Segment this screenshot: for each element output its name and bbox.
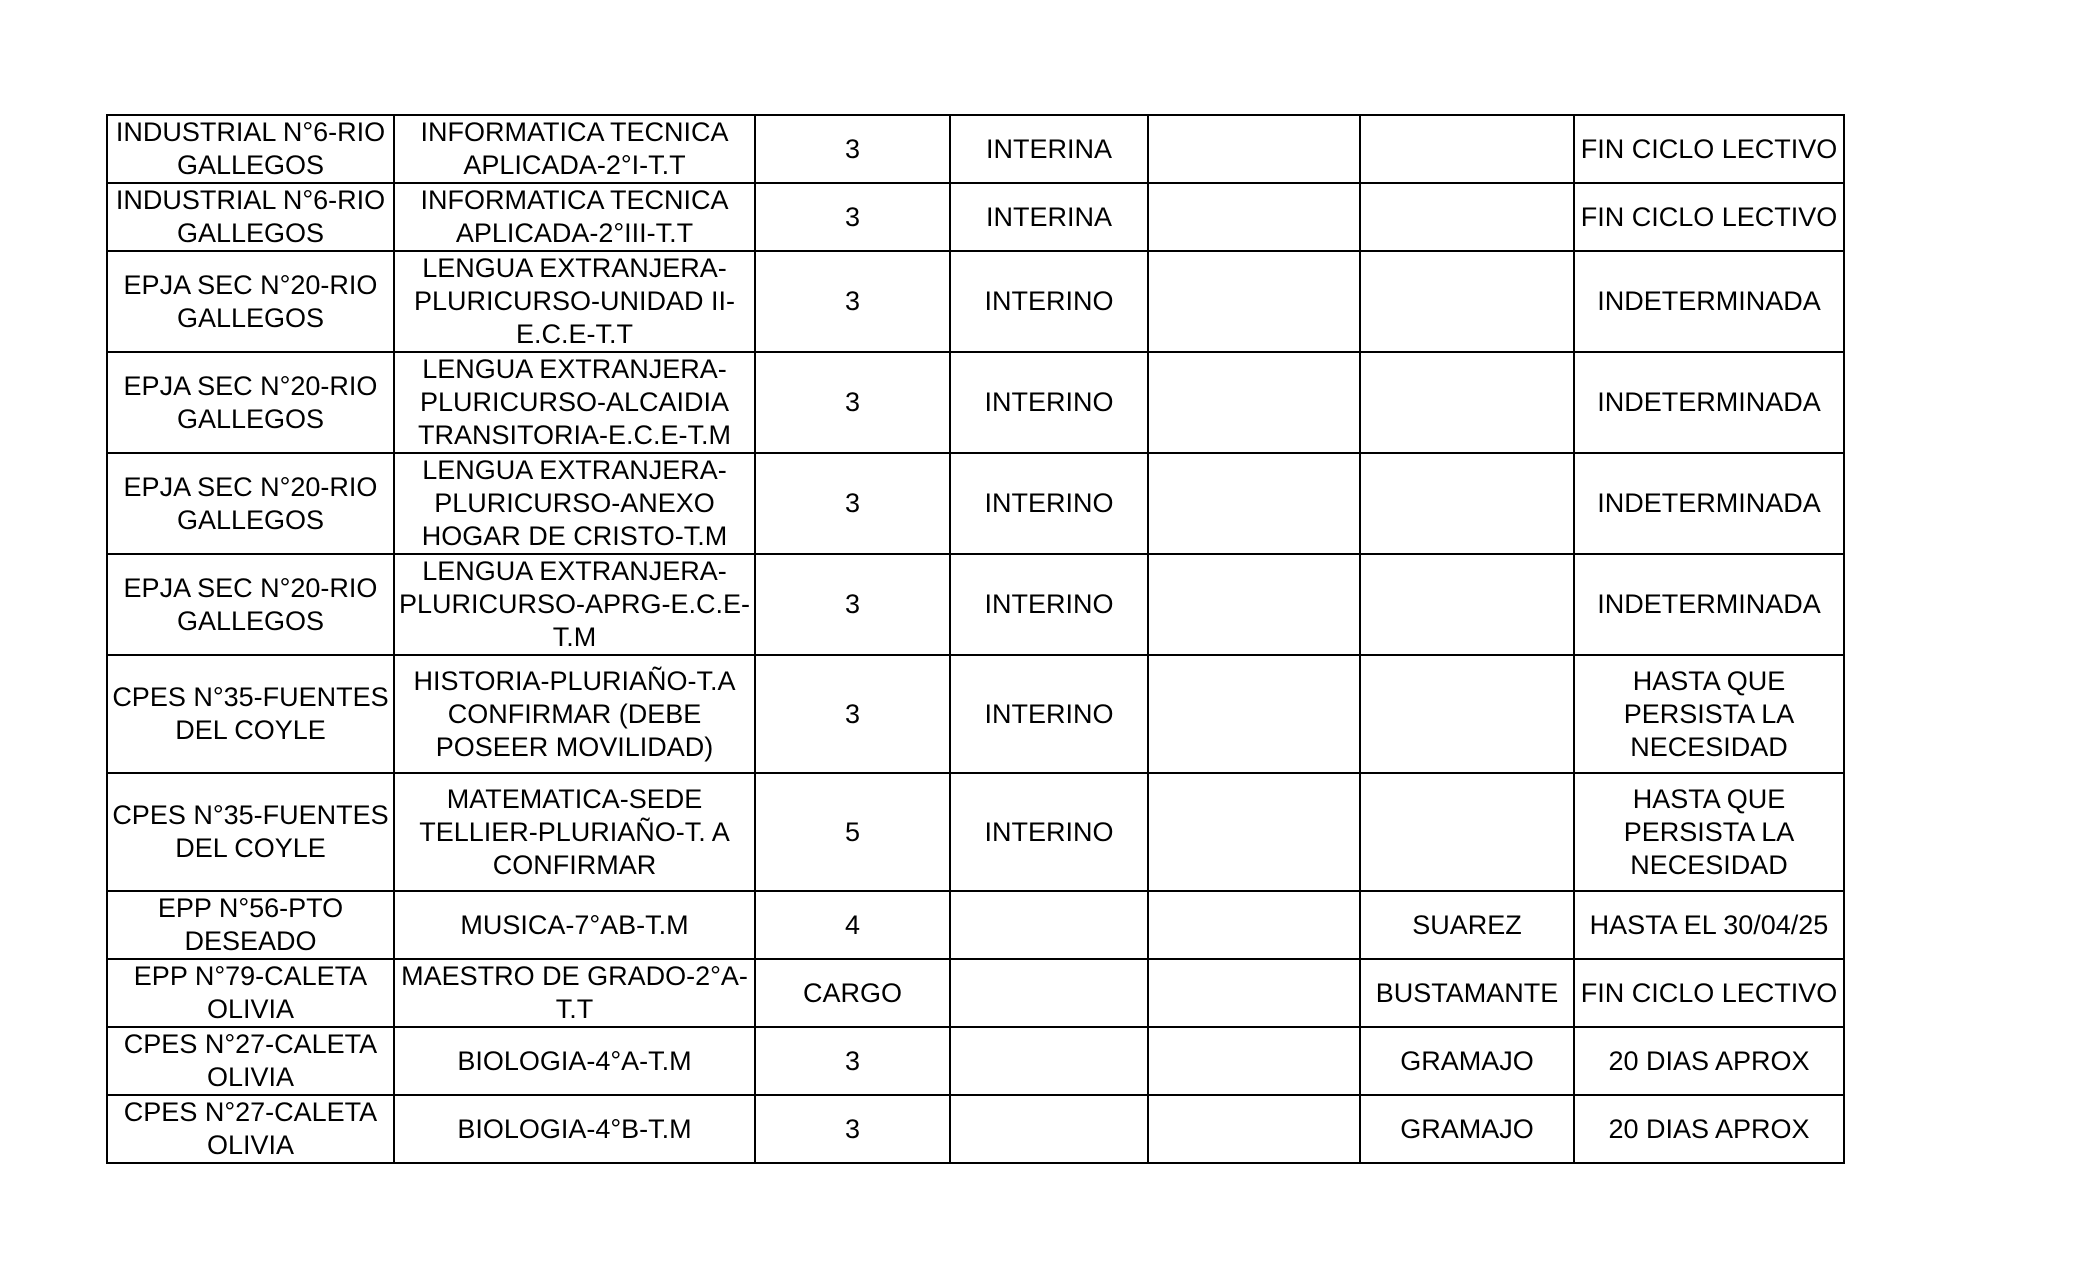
replaced-teacher-cell: SUAREZ xyxy=(1360,891,1574,959)
duration-cell: FIN CICLO LECTIVO xyxy=(1574,115,1844,183)
school-cell: INDUSTRIAL N°6-RIO GALLEGOS xyxy=(107,115,394,183)
blank-cell xyxy=(1148,251,1360,352)
table-row xyxy=(107,453,1844,554)
blank-cell xyxy=(1148,1027,1360,1095)
replaced-teacher-cell xyxy=(1360,115,1574,183)
subject-cell: HISTORIA-PLURIAÑO-T.A CONFIRMAR (DEBE POSEER MOVILIDAD) xyxy=(394,655,755,773)
hours-cell: 3 xyxy=(755,453,950,554)
school-cell: EPJA SEC N°20-RIO GALLEGOS xyxy=(107,453,394,554)
replaced-teacher-cell: BUSTAMANTE xyxy=(1360,959,1574,1027)
school-cell: CPES N°35-FUENTES DEL COYLE xyxy=(107,773,394,891)
subject-cell: BIOLOGIA-4°A-T.M xyxy=(394,1027,755,1095)
replaced-teacher-cell xyxy=(1360,251,1574,352)
hours-cell: 3 xyxy=(755,251,950,352)
blank-cell xyxy=(1148,655,1360,773)
hours-cell: 3 xyxy=(755,115,950,183)
school-cell: CPES N°27-CALETA OLIVIA xyxy=(107,1027,394,1095)
hours-cell: CARGO xyxy=(755,959,950,1027)
school-cell: EPP N°79-CALETA OLIVIA xyxy=(107,959,394,1027)
table-body xyxy=(107,115,1844,1163)
replaced-teacher-cell: GRAMAJO xyxy=(1360,1095,1574,1163)
hours-cell: 5 xyxy=(755,773,950,891)
school-cell: INDUSTRIAL N°6-RIO GALLEGOS xyxy=(107,183,394,251)
table-row xyxy=(107,115,1844,183)
blank-cell xyxy=(1148,959,1360,1027)
status-cell: INTERINA xyxy=(950,115,1148,183)
replaced-teacher-cell xyxy=(1360,773,1574,891)
school-cell: CPES N°27-CALETA OLIVIA xyxy=(107,1095,394,1163)
duration-cell: 20 DIAS APROX xyxy=(1574,1095,1844,1163)
subject-cell: MAESTRO DE GRADO-2°A-T.T xyxy=(394,959,755,1027)
status-cell: INTERINA xyxy=(950,183,1148,251)
school-cell: CPES N°35-FUENTES DEL COYLE xyxy=(107,655,394,773)
status-cell xyxy=(950,959,1148,1027)
blank-cell xyxy=(1148,183,1360,251)
duration-cell: INDETERMINADA xyxy=(1574,453,1844,554)
blank-cell xyxy=(1148,1095,1360,1163)
table-row xyxy=(107,554,1844,655)
status-cell xyxy=(950,1027,1148,1095)
replaced-teacher-cell xyxy=(1360,183,1574,251)
table-row xyxy=(107,1095,1844,1163)
replaced-teacher-cell xyxy=(1360,352,1574,453)
subject-cell: LENGUA EXTRANJERA-PLURICURSO-ANEXO HOGAR DE CRISTO-T.M xyxy=(394,453,755,554)
blank-cell xyxy=(1148,453,1360,554)
status-cell xyxy=(950,1095,1148,1163)
duration-cell: INDETERMINADA xyxy=(1574,251,1844,352)
replaced-teacher-cell xyxy=(1360,453,1574,554)
duration-cell: HASTA QUE PERSISTA LA NECESIDAD xyxy=(1574,655,1844,773)
blank-cell xyxy=(1148,891,1360,959)
table-row xyxy=(107,655,1844,773)
duration-cell: HASTA EL 30/04/25 xyxy=(1574,891,1844,959)
replaced-teacher-cell xyxy=(1360,554,1574,655)
hours-cell: 3 xyxy=(755,1027,950,1095)
hours-cell: 3 xyxy=(755,554,950,655)
hours-cell: 3 xyxy=(755,1095,950,1163)
vacancies-table xyxy=(106,114,1845,1164)
hours-cell: 3 xyxy=(755,655,950,773)
replaced-teacher-cell: GRAMAJO xyxy=(1360,1027,1574,1095)
table-row xyxy=(107,183,1844,251)
subject-cell: LENGUA EXTRANJERA-PLURICURSO-UNIDAD II-E.C.E-T.T xyxy=(394,251,755,352)
subject-cell: MUSICA-7°AB-T.M xyxy=(394,891,755,959)
hours-cell: 3 xyxy=(755,183,950,251)
school-cell: EPP N°56-PTO DESEADO xyxy=(107,891,394,959)
duration-cell: INDETERMINADA xyxy=(1574,554,1844,655)
status-cell: INTERINO xyxy=(950,352,1148,453)
duration-cell: HASTA QUE PERSISTA LA NECESIDAD xyxy=(1574,773,1844,891)
blank-cell xyxy=(1148,554,1360,655)
status-cell: INTERINO xyxy=(950,554,1148,655)
subject-cell: INFORMATICA TECNICA APLICADA-2°I-T.T xyxy=(394,115,755,183)
duration-cell: INDETERMINADA xyxy=(1574,352,1844,453)
subject-cell: BIOLOGIA-4°B-T.M xyxy=(394,1095,755,1163)
school-cell: EPJA SEC N°20-RIO GALLEGOS xyxy=(107,554,394,655)
table-row xyxy=(107,959,1844,1027)
school-cell: EPJA SEC N°20-RIO GALLEGOS xyxy=(107,251,394,352)
duration-cell: 20 DIAS APROX xyxy=(1574,1027,1844,1095)
table-row xyxy=(107,891,1844,959)
subject-cell: MATEMATICA-SEDE TELLIER-PLURIAÑO-T. A CONFIRMAR xyxy=(394,773,755,891)
hours-cell: 3 xyxy=(755,352,950,453)
table-row xyxy=(107,251,1844,352)
blank-cell xyxy=(1148,352,1360,453)
status-cell: INTERINO xyxy=(950,655,1148,773)
table-row xyxy=(107,773,1844,891)
subject-cell: LENGUA EXTRANJERA-PLURICURSO-ALCAIDIA TRANSITORIA-E.C.E-T.M xyxy=(394,352,755,453)
status-cell: INTERINO xyxy=(950,251,1148,352)
status-cell: INTERINO xyxy=(950,773,1148,891)
duration-cell: FIN CICLO LECTIVO xyxy=(1574,183,1844,251)
hours-cell: 4 xyxy=(755,891,950,959)
duration-cell: FIN CICLO LECTIVO xyxy=(1574,959,1844,1027)
school-cell: EPJA SEC N°20-RIO GALLEGOS xyxy=(107,352,394,453)
subject-cell: INFORMATICA TECNICA APLICADA-2°III-T.T xyxy=(394,183,755,251)
blank-cell xyxy=(1148,773,1360,891)
table-row xyxy=(107,352,1844,453)
replaced-teacher-cell xyxy=(1360,655,1574,773)
status-cell: INTERINO xyxy=(950,453,1148,554)
table-row xyxy=(107,1027,1844,1095)
blank-cell xyxy=(1148,115,1360,183)
status-cell xyxy=(950,891,1148,959)
subject-cell: LENGUA EXTRANJERA-PLURICURSO-APRG-E.C.E-T.M xyxy=(394,554,755,655)
